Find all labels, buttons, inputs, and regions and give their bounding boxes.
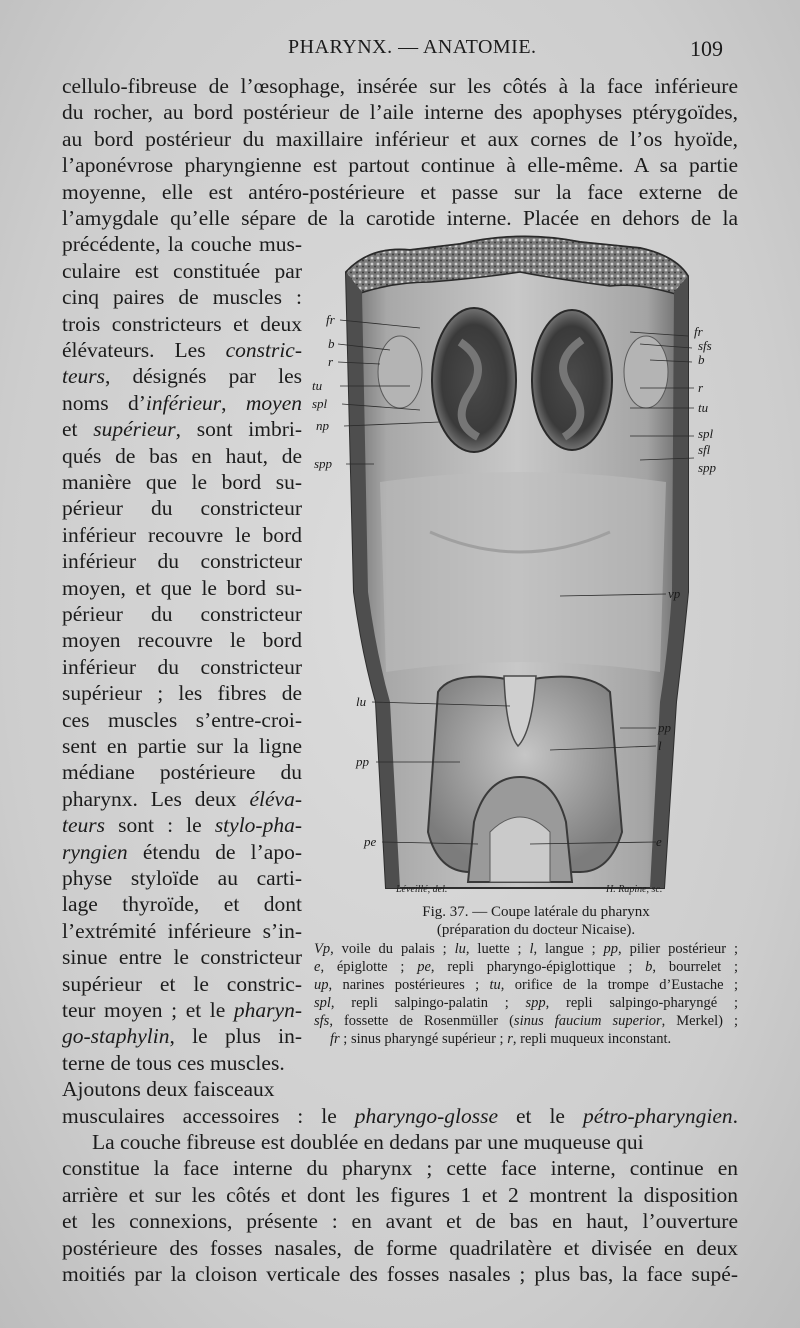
- pharynx-illustration: [310, 232, 730, 898]
- text-segment: supérieur ; les fibres de: [62, 681, 302, 706]
- text-segment: cellulo-fibreuse de l’œsophage, insérée sur les côtés à la face inférieure: [62, 74, 738, 98]
- text-line: [62, 1050, 302, 1076]
- legend-line: [314, 976, 738, 994]
- text-line: [62, 469, 302, 495]
- text-line: [62, 205, 738, 231]
- text-segment: périeur du constricteur: [62, 496, 302, 521]
- text-segment: au bord postérieur du maxillaire inférieur et aux cornes de l’os hyoïde,: [62, 126, 738, 151]
- italic-term: inférieur: [145, 390, 222, 415]
- figure-label-right: fr: [694, 324, 703, 339]
- figure-label-right: b: [698, 352, 705, 367]
- text-segment: l’amygdale qu’elle sépare de la carotide interne. Placée en dehors de la: [62, 206, 738, 230]
- text-segment: l’aponévrose pharyngienne est partout continue à elle-même. A sa partie: [62, 153, 738, 178]
- figure-label-left: pe: [364, 834, 377, 849]
- text-segment: supérieur et le constric-: [62, 971, 302, 996]
- page-header: [0, 36, 800, 62]
- text-segment: , bourrelet ;: [652, 959, 738, 975]
- text-line: [62, 1076, 302, 1102]
- text-line: [62, 495, 302, 521]
- figure-label-left: np: [316, 418, 329, 433]
- text-segment: pharynx. Les deux: [62, 786, 250, 811]
- italic-term: pe: [417, 959, 431, 975]
- text-segment: arrière et sur les côtés et dont les figures 1 et 2 montrent la disposition: [62, 1182, 738, 1207]
- text-line: [92, 1129, 738, 1155]
- text-line: [62, 73, 738, 99]
- text-line: [62, 99, 738, 125]
- text-segment: physe styloïde au carti-: [62, 866, 302, 890]
- text-line: [62, 416, 302, 442]
- text-segment: , orifice de la trompe d’Eustache ;: [500, 977, 738, 993]
- figure-label-right: pp: [658, 720, 671, 735]
- figure-label-left: spl: [312, 396, 328, 411]
- text-segment: ; sinus pharyngé supérieur ;: [339, 1031, 508, 1047]
- text-segment: périeur du constricteur: [62, 602, 302, 626]
- figure-label-right: tu: [698, 400, 709, 415]
- figure-label-right: l: [658, 738, 662, 753]
- text-segment: terne de tous ces muscles.: [62, 1050, 285, 1075]
- text-segment: , fossette de Rosenmüller (: [329, 1013, 514, 1029]
- figure-label-right: r: [698, 380, 704, 395]
- text-segment: postérieure des fosses nasales, de forme quadrilatère et divisée en deux: [62, 1235, 738, 1260]
- pharynx-figure: [310, 232, 730, 898]
- text-segment: , narines postérieures ;: [328, 977, 490, 993]
- italic-term: spp: [525, 995, 546, 1011]
- text-segment: , langue ;: [533, 941, 604, 957]
- figure-caption-subtitle: (préparation du docteur Nicaise).: [436, 922, 636, 938]
- text-segment: ,: [221, 390, 246, 415]
- text-segment: culaire est constituée par: [62, 258, 302, 283]
- italic-term: pp: [603, 941, 619, 957]
- italic-term: up: [314, 977, 329, 993]
- text-segment: et: [62, 417, 94, 442]
- figure-label-left: lu: [356, 694, 367, 709]
- text-line: [62, 707, 302, 733]
- italic-term: pétro-pharyngien: [582, 1103, 733, 1128]
- italic-term: l: [529, 941, 534, 957]
- text-segment: manière que le bord su-: [62, 470, 302, 494]
- text-segment: Ajoutons deux faisceaux: [62, 1077, 275, 1102]
- figure-label-left: spp: [314, 456, 333, 471]
- text-line: [62, 733, 302, 759]
- text-line: [62, 179, 738, 205]
- figure-label-left: r: [328, 354, 334, 369]
- figure-label-right: spp: [698, 460, 717, 475]
- text-segment: du rocher, au bord postérieur de l’aile interne des apophyses ptérygoïdes,: [62, 100, 738, 125]
- figure-credit-right: H. Rapine, sc.: [606, 884, 663, 895]
- italic-term: éléva-: [249, 786, 302, 811]
- italic-term: Vp: [314, 941, 331, 957]
- figure-caption-title: [336, 903, 736, 921]
- text-segment: et le: [498, 1103, 583, 1128]
- text-segment: , pilier postérieur ;: [618, 941, 738, 957]
- text-line: [62, 1182, 738, 1208]
- text-segment: inférieur du constricteur: [62, 654, 302, 679]
- text-line: [62, 601, 302, 627]
- text-segment: sont : le: [105, 813, 215, 838]
- text-segment: teur moyen ; et le: [62, 998, 234, 1022]
- text-segment: inférieur du constricteur: [62, 549, 302, 574]
- legend-line: [314, 940, 738, 958]
- text-segment: médiane postérieure du: [62, 760, 302, 785]
- text-line: [62, 627, 302, 653]
- figure-label-left: tu: [312, 378, 323, 393]
- text-segment: sinue entre le constricteur: [62, 945, 302, 970]
- text-segment: inférieur recouvre le bord: [62, 522, 302, 547]
- figure-number: Fig. 37.: [422, 904, 469, 920]
- text-line: [62, 786, 302, 812]
- text-segment: constitue la face interne du pharynx ; cette face interne, continue en: [62, 1156, 738, 1181]
- text-segment: moyen, et que le bord su-: [62, 575, 302, 600]
- legend-line: [314, 1012, 738, 1030]
- text-line: [62, 839, 302, 865]
- figure-label-left: b: [328, 336, 335, 351]
- italic-term: r: [507, 1031, 513, 1047]
- text-segment: , le plus in-: [169, 1024, 302, 1049]
- italic-term: go-staphylin: [62, 1024, 170, 1049]
- italic-term: teurs: [62, 364, 105, 389]
- italic-term: spl: [314, 995, 331, 1011]
- text-segment: l’extrémité inférieure s’in-: [62, 918, 302, 943]
- text-line: [62, 680, 302, 706]
- text-segment: cinq paires de muscles :: [62, 285, 302, 310]
- text-segment: moyen recouvre le bord: [62, 628, 302, 653]
- italic-term: tu: [489, 977, 501, 993]
- italic-term: b: [645, 959, 653, 975]
- figure-label-right: vp: [668, 586, 681, 601]
- figure-label-left: pp: [356, 754, 369, 769]
- text-segment: , repli pharyngo-épiglottique ;: [430, 959, 646, 975]
- figure-label-right: sfs: [698, 338, 712, 353]
- text-segment: , épiglotte ;: [320, 959, 418, 975]
- text-segment: , repli muqueux inconstant.: [512, 1031, 672, 1047]
- text-segment: , Merkel) ;: [661, 1013, 739, 1029]
- text-line: [62, 337, 302, 363]
- italic-term: e: [314, 959, 321, 975]
- text-segment: élévateurs. Les: [62, 338, 226, 362]
- text-segment: précédente, la couche mus-: [62, 232, 302, 257]
- text-line: [62, 1023, 302, 1049]
- legend-line: [314, 994, 738, 1012]
- text-line: [62, 891, 302, 917]
- italic-term: sfs: [314, 1013, 330, 1029]
- text-segment: sent en partie sur la ligne: [62, 734, 302, 758]
- figure-label-right: sfl: [698, 442, 711, 457]
- text-line: [62, 311, 302, 337]
- text-line: [62, 443, 302, 469]
- text-segment: , voile du palais ;: [330, 941, 455, 957]
- text-segment: étendu de l’apo-: [127, 839, 302, 864]
- text-line: [62, 363, 302, 389]
- text-line: [62, 152, 738, 178]
- italic-term: constric-: [225, 338, 302, 362]
- running-title: PHARYNX. — ANATOMIE.: [288, 36, 537, 58]
- italic-term: stylo-pha-: [214, 813, 302, 838]
- legend-line: [314, 958, 738, 976]
- text-line: [62, 944, 302, 970]
- text-line: [62, 231, 302, 257]
- text-segment: lage thyroïde, et dont: [62, 892, 302, 917]
- italic-term: teurs: [62, 813, 105, 838]
- text-line: [62, 126, 738, 152]
- text-segment: .: [732, 1103, 738, 1128]
- text-line: [62, 865, 302, 891]
- text-segment: , luette ;: [465, 941, 530, 957]
- text-segment: ces muscles s’entre-croi-: [62, 707, 302, 732]
- text-segment: , désignés par les: [105, 364, 302, 389]
- italic-term: pharyn-: [233, 998, 302, 1022]
- text-line: [62, 1235, 738, 1261]
- text-line: [62, 258, 302, 284]
- italic-term: supérieur: [93, 417, 176, 442]
- italic-term: fr: [330, 1031, 340, 1047]
- italic-term: pharyngo-glosse: [354, 1103, 499, 1128]
- text-segment: La couche fibreuse est doublée en dedans par une muqueuse qui: [92, 1130, 644, 1154]
- figure-title: — Coupe latérale du pharynx: [472, 904, 650, 920]
- page-number: 109: [690, 36, 723, 61]
- text-segment: moyenne, elle est antéro-postérieure et passe sur la face externe de: [62, 179, 738, 204]
- text-line: [62, 1155, 738, 1181]
- figure-label-right: e: [656, 834, 662, 849]
- text-line: [62, 390, 302, 416]
- text-line: [62, 759, 302, 785]
- figure-label-left: fr: [326, 312, 335, 327]
- text-segment: musculaires accessoires : le: [62, 1103, 355, 1128]
- text-line: [62, 971, 302, 997]
- figure-credit-left: Léveillé, del.: [396, 884, 448, 895]
- text-segment: , repli salpingo-pharyngé ;: [545, 995, 738, 1011]
- text-line: [62, 1261, 738, 1287]
- text-segment: et les connexions, présente : en avant et de bas en haut, l’ouverture: [62, 1209, 738, 1234]
- text-line: [62, 654, 302, 680]
- text-segment: moitiés par la cloison verticale des fosses nasales ; plus bas, la face supé-: [62, 1262, 738, 1286]
- text-line: [62, 997, 302, 1023]
- text-line: [62, 1208, 738, 1234]
- text-line: [62, 575, 302, 601]
- italic-term: sinus faucium superior: [513, 1013, 662, 1029]
- italic-term: ryngien: [62, 839, 128, 864]
- italic-term: moyen: [245, 390, 302, 415]
- text-line: [62, 548, 302, 574]
- text-segment: , sont imbri-: [175, 417, 302, 442]
- text-segment: qués de bas en haut, de: [62, 443, 302, 468]
- text-segment: , repli salpingo-palatin ;: [330, 995, 526, 1011]
- figure-label-right: spl: [698, 426, 714, 441]
- text-line: [62, 812, 302, 838]
- text-line: [62, 284, 302, 310]
- text-line: [62, 1103, 738, 1129]
- italic-term: lu: [454, 941, 466, 957]
- text-line: [62, 522, 302, 548]
- legend-line: [330, 1030, 730, 1048]
- text-segment: noms d’: [62, 390, 146, 415]
- text-line: [62, 918, 302, 944]
- text-segment: trois constricteurs et deux: [62, 311, 302, 336]
